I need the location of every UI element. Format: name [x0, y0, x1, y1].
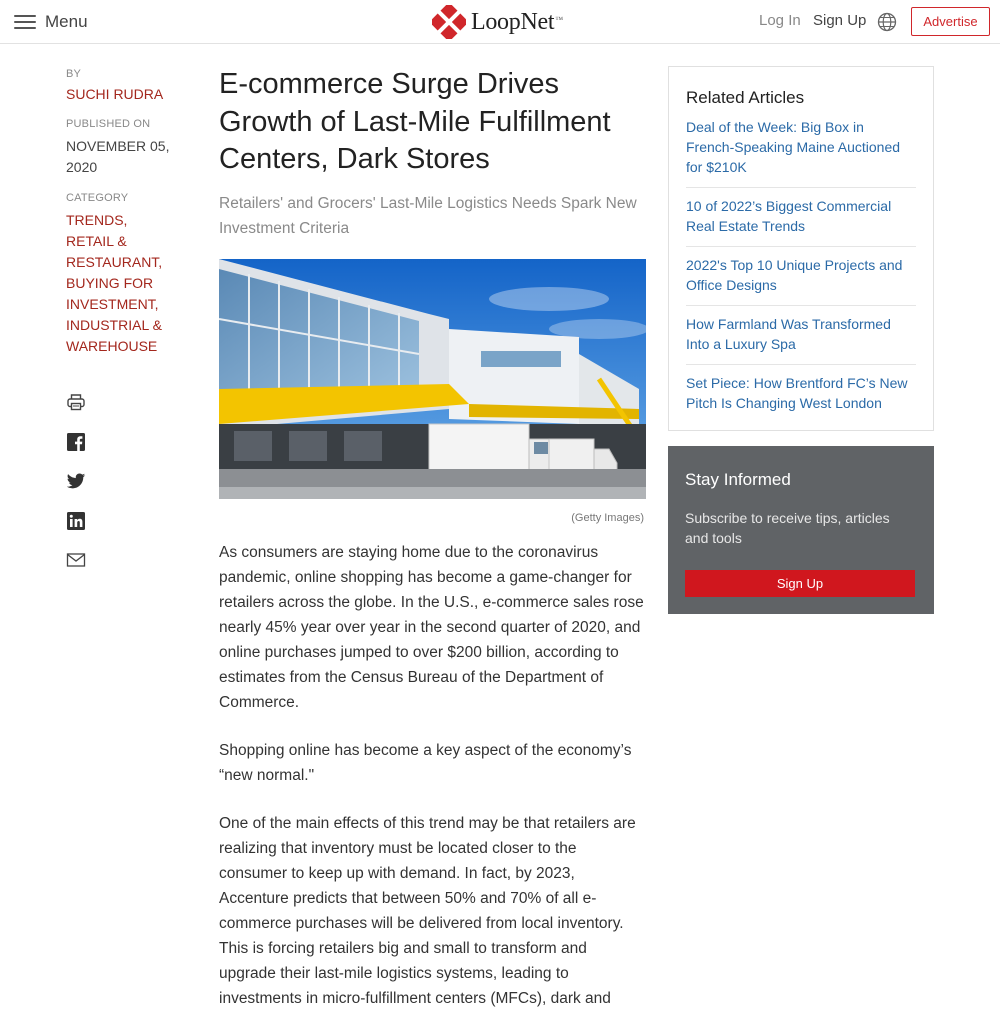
hamburger-icon	[14, 13, 36, 31]
related-article-link[interactable]: How Farmland Was Transformed Into a Luxury Spa	[686, 316, 891, 352]
article-subtitle: Retailers' and Grocers' Last-Mile Logistics Needs Spark New Investment Criteria	[219, 194, 637, 237]
newsletter-signup-button[interactable]: Sign Up	[685, 570, 915, 597]
list-item	[686, 196, 916, 247]
twitter-icon[interactable]	[66, 471, 86, 491]
globe-icon[interactable]	[877, 12, 897, 32]
related-article-link[interactable]: Deal of the Week: Big Box in French-Speaking Maine Auctioned for $210K	[686, 119, 901, 175]
article-title: E-commerce Surge Drives Growth of Last-Mile Fulfillment Centers, Dark Stores	[219, 68, 611, 175]
category-label: CATEGORY	[66, 192, 129, 204]
linkedin-icon[interactable]	[66, 511, 86, 531]
article-paragraph: One of the main effects of this trend may be that retailers are realizing that inventory must be located closer to the consumer to keep up with demand. In fact, by 2023, Accenture predicts that between 50% and 70% of all e-commerce purchases will be delivered from local inventory. This is forcing retailers big and small to transform and upgrade their last-mile logistics systems, leading to investments in micro-fulfillment centers (MFCs), dark and	[219, 815, 636, 1007]
stay-informed-panel	[668, 446, 934, 614]
published-date: NOVEMBER 05, 2020	[66, 138, 170, 175]
related-articles-list	[686, 117, 916, 431]
related-articles-title: Related Articles	[686, 88, 805, 107]
menu-button[interactable]	[14, 10, 88, 34]
article-paragraph: Shopping online has become a key aspect of the economy’s “new normal."	[219, 742, 632, 784]
advertise-button[interactable]: Advertise	[911, 7, 990, 36]
related-article-link[interactable]: 10 of 2022’s Biggest Commercial Real Estate Trends	[686, 198, 892, 234]
related-article-link[interactable]: 2022's Top 10 Unique Projects and Office Designs	[686, 257, 903, 293]
category-link-buying-for-investment[interactable]: BUYING FOR INVESTMENT,	[66, 275, 159, 312]
article-body	[219, 540, 647, 1034]
list-item	[686, 117, 916, 188]
by-label: BY	[66, 68, 82, 80]
image-caption: (Getty Images)	[571, 512, 644, 524]
category-list	[66, 210, 186, 357]
stay-informed-description: Subscribe to receive tips, articles and tools	[685, 510, 890, 546]
loopnet-logo-icon	[432, 5, 466, 39]
article	[219, 66, 647, 1007]
article-meta	[66, 68, 186, 357]
article-paragraph: As consumers are staying home due to the coronavirus pandemic, online shopping has become a game-changer for retailers across the globe. In the U.S., e-commerce sales rose nearly 45% year over year in the second quarter of 2020, and online purchases jumped to over $200 billion, according to estimates from the Census Bureau of the Department of Commerce.	[219, 544, 644, 711]
author-link[interactable]: SUCHI RUDRA	[66, 86, 164, 102]
related-articles-panel	[668, 66, 934, 431]
published-label: PUBLISHED ON	[66, 118, 151, 130]
list-item	[686, 255, 916, 306]
print-icon[interactable]	[66, 392, 86, 412]
stay-informed-title: Stay Informed	[685, 470, 791, 489]
site-header	[0, 0, 1000, 44]
related-article-link[interactable]: Set Piece: How Brentford FC’s New Pitch Is Changing West London	[686, 375, 908, 411]
share-toolbar	[66, 392, 88, 590]
hero-image	[219, 259, 646, 499]
category-link-industrial-warehouse[interactable]: INDUSTRIAL & WAREHOUSE	[66, 317, 162, 354]
category-link-retail-restaurant[interactable]: RETAIL & RESTAURANT,	[66, 233, 163, 270]
menu-label: Menu	[45, 12, 88, 31]
email-icon[interactable]	[66, 550, 86, 570]
logo-wordmark: LoopNet™	[471, 8, 563, 35]
list-item	[686, 373, 916, 423]
facebook-icon[interactable]	[66, 432, 86, 452]
category-link-trends[interactable]: TRENDS,	[66, 212, 128, 228]
signup-link[interactable]: Sign Up	[813, 12, 867, 29]
list-item	[686, 314, 916, 365]
loopnet-logo[interactable]	[432, 5, 563, 39]
login-link[interactable]: Log In	[759, 12, 801, 29]
